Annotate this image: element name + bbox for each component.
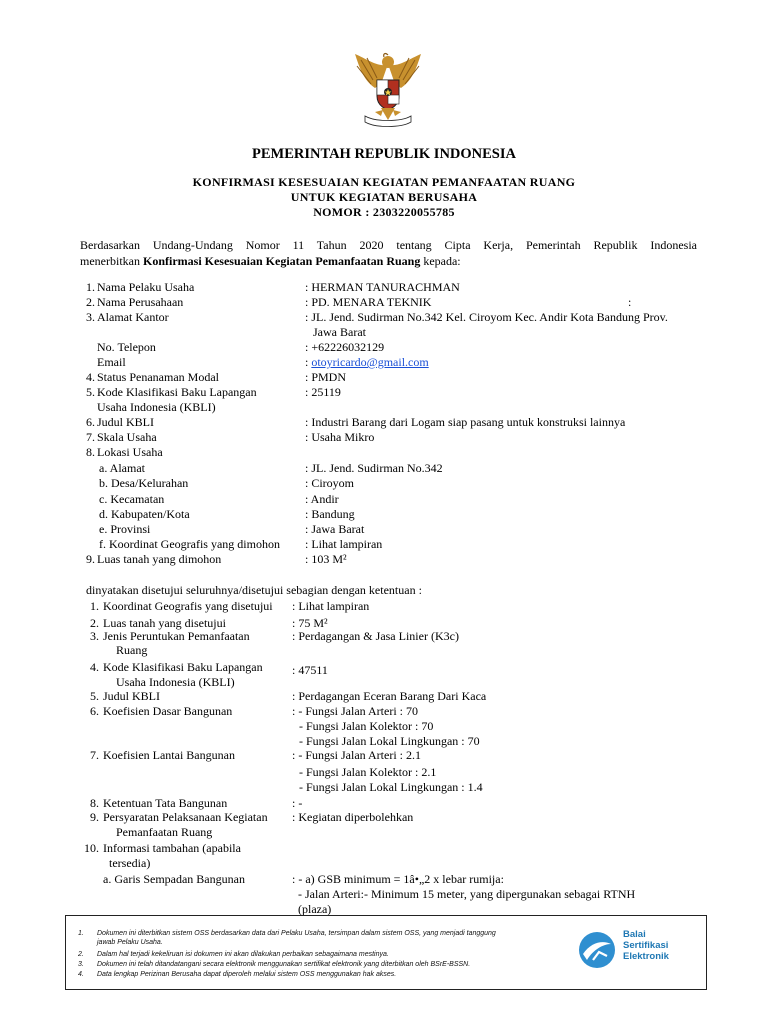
implementation-requirements-label-line-2: Pemanfaatan Ruang	[116, 825, 213, 839]
bsre-text-line-2: Sertifikasi	[623, 940, 669, 951]
email-value	[305, 355, 429, 370]
village-value: : Ciroyom	[305, 476, 355, 490]
footnote-2: Dalam hal terjadi kekeliruan isi dokumen ini akan dilakukan perbaikan sebagaimana mestinya.	[97, 951, 389, 958]
approved-coordinates-value: : Lihat lampiran	[292, 599, 370, 613]
government-title: PEMERINTAH REPUBLIK INDONESIA	[252, 146, 516, 162]
village-label: b. Desa/Kelurahan	[99, 476, 189, 490]
email-link[interactable]: otoyricardo@gmail.com	[311, 355, 429, 369]
additional-info-label: Informasi tambahan (apabila	[103, 841, 241, 855]
item-number: 4.	[90, 660, 99, 674]
document-title-line-1: KONFIRMASI KESESUAIAN KEGIATAN PEMANFAATAN RUANG	[192, 175, 576, 189]
location-address-label: a. Alamat	[99, 461, 145, 475]
footnote-number: 2.	[78, 951, 84, 958]
footnote-number: 1.	[78, 930, 84, 937]
setback-value: : - a) GSB minimum = 1â•„2 x lebar rumija:	[292, 872, 504, 886]
company-name-label: Nama Perusahaan	[97, 295, 184, 309]
office-address-value-line-2: Jawa Barat	[313, 325, 366, 339]
setback-label: a. Garis Sempadan Bangunan	[103, 872, 245, 886]
footnote-3: Dokumen ini telah ditandatangani secara elektronik menggunakan sertifikat elektronik yang diterbitkan oleh BSrE-BSSN.	[97, 961, 471, 968]
footnote-1: Dokumen ini diterbitkan sistem OSS berdasarkan data dari Pelaku Usaha, tersimpan dalam sistem OSS, yang menjadi tanggung	[97, 930, 496, 937]
floor-area-ratio-collector: - Fungsi Jalan Kolektor : 2.1	[299, 765, 437, 779]
province-label: e. Provinsi	[99, 522, 151, 536]
bsre-text-line-1: Balai	[623, 929, 646, 940]
item-number: 8.	[86, 445, 95, 459]
kbli-title-label: Judul KBLI	[97, 415, 154, 429]
item-number: 9.	[90, 810, 99, 824]
phone-label: No. Telepon	[97, 340, 156, 354]
kbli-code-label-line-2: Usaha Indonesia (KBLI)	[97, 400, 216, 414]
building-coverage-arterial: : - Fungsi Jalan Arteri : 70	[292, 704, 418, 718]
applicant-name-label: Nama Pelaku Usaha	[97, 280, 195, 294]
item-number: 2.	[90, 616, 99, 630]
item-number: 4.	[86, 370, 95, 384]
space-use-type-label: Jenis Peruntukan Pemanfaatan	[103, 629, 250, 643]
item-number: 3.	[86, 310, 95, 324]
city-label: d. Kabupaten/Kota	[99, 507, 190, 521]
footnote-number: 3.	[78, 961, 84, 968]
implementation-requirements-label: Persyaratan Pelaksanaan Kegiatan	[103, 810, 268, 824]
item-number: 10.	[84, 841, 99, 855]
email-label: Email	[97, 355, 126, 369]
approved-land-area-value: : 75 M²	[292, 616, 328, 630]
building-coverage-label: Koefisien Dasar Bangunan	[103, 704, 233, 718]
building-coverage-local: - Fungsi Jalan Lokal Lingkungan : 70	[299, 734, 480, 748]
floor-area-ratio-local: - Fungsi Jalan Lokal Lingkungan : 1.4	[299, 780, 483, 794]
approved-kbli-code-label: Kode Klasifikasi Baku Lapangan	[103, 660, 263, 674]
space-use-type-label-line-2: Ruang	[116, 643, 148, 657]
company-name-colon: :	[628, 295, 632, 309]
building-provisions-value: : -	[292, 796, 303, 810]
item-number: 3.	[90, 629, 99, 643]
investment-status-label: Status Penanaman Modal	[97, 370, 219, 384]
approved-kbli-code-value: : 47511	[292, 663, 328, 677]
footnote-4: Data lengkap Perizinan Berusaha dapat diperoleh melalui sistem OSS menggunakan hak akses.	[97, 971, 397, 978]
document-title-line-2: UNTUK KEGIATAN BERUSAHA	[290, 190, 478, 204]
item-number: 8.	[90, 796, 99, 810]
footnote-number: 4.	[78, 971, 84, 978]
intro-line-1: Berdasarkan Undang-Undang Nomor 11 Tahun 2020 tentang Cipta Kerja, Pemerintah Republik Indonesia	[80, 238, 697, 252]
approval-statement: dinyatakan disetujui seluruhnya/disetujui sebagian dengan ketentuan :	[86, 583, 422, 597]
item-number: 2.	[86, 295, 95, 309]
approved-kbli-title-label: Judul KBLI	[103, 689, 160, 703]
kbli-title-value: : Industri Barang dari Logam siap pasang untuk konstruksi lainnya	[305, 415, 626, 429]
item-number: 5.	[90, 689, 99, 703]
approved-coordinates-label: Koordinat Geografis yang disetujui	[103, 599, 273, 613]
email-colon: :	[305, 355, 312, 369]
intro-line-2	[80, 253, 697, 269]
location-address-value: : JL. Jend. Sudirman No.342	[305, 461, 443, 475]
floor-area-ratio-arterial: : - Fungsi Jalan Arteri : 2.1	[292, 748, 421, 762]
garuda-emblem-icon	[351, 50, 425, 130]
district-label: c. Kecamatan	[99, 492, 165, 506]
province-value: : Jawa Barat	[305, 522, 365, 536]
investment-status-value: : PMDN	[305, 370, 347, 384]
business-scale-label: Skala Usaha	[97, 430, 157, 444]
kbli-code-value: : 25119	[305, 385, 341, 399]
intro-bold-text: Konfirmasi Kesesuaian Kegiatan Pemanfaatan Ruang	[142, 254, 421, 268]
phone-value: : +62226032129	[305, 340, 385, 354]
bsre-logo	[577, 926, 697, 976]
company-name-value: : PD. MENARA TEKNIK	[305, 295, 432, 309]
approved-kbli-title-value: : Perdagangan Eceran Barang Dari Kaca	[292, 689, 487, 703]
setback-arterial: - Jalan Arteri:- Minimum 15 meter, yang dipergunakan sebagai RTNH	[298, 887, 636, 901]
district-value: : Andir	[305, 492, 339, 506]
requested-land-area-label: Luas tanah yang dimohon	[97, 552, 222, 566]
item-number: 6.	[86, 415, 95, 429]
setback-arterial-line-2: (plaza)	[298, 902, 332, 916]
city-value: : Bandung	[305, 507, 355, 521]
implementation-requirements-value: : Kegiatan diperbolehkan	[292, 810, 414, 824]
item-number: 7.	[90, 748, 99, 762]
bsre-text-line-3: Elektronik	[623, 951, 669, 962]
intro-text: menerbitkan	[80, 254, 143, 268]
building-provisions-label: Ketentuan Tata Bangunan	[103, 796, 228, 810]
kbli-code-label: Kode Klasifikasi Baku Lapangan	[97, 385, 257, 399]
requested-coordinates-label: f. Koordinat Geografis yang dimohon	[99, 537, 280, 551]
business-location-label: Lokasi Usaha	[97, 445, 163, 459]
item-number: 6.	[90, 704, 99, 718]
building-coverage-collector: - Fungsi Jalan Kolektor : 70	[299, 719, 434, 733]
footer-notes-box	[65, 915, 707, 990]
floor-area-ratio-label: Koefisien Lantai Bangunan	[103, 748, 235, 762]
document-number: NOMOR : 2303220055785	[313, 205, 455, 219]
item-number: 5.	[86, 385, 95, 399]
additional-info-label-line-2: tersedia)	[109, 856, 151, 870]
space-use-type-value: : Perdagangan & Jasa Linier (K3c)	[292, 629, 459, 643]
item-number: 7.	[86, 430, 95, 444]
bsre-logo-icon	[577, 930, 617, 970]
item-number: 1.	[86, 280, 95, 294]
requested-coordinates-value: : Lihat lampiran	[305, 537, 383, 551]
business-scale-value: : Usaha Mikro	[305, 430, 375, 444]
applicant-name-value: : HERMAN TANURACHMAN	[305, 280, 460, 294]
approved-land-area-label: Luas tanah yang disetujui	[103, 616, 226, 630]
approved-kbli-code-label-line-2: Usaha Indonesia (KBLI)	[116, 675, 235, 689]
requested-land-area-value: : 103 M²	[305, 552, 347, 566]
office-address-value: : JL. Jend. Sudirman No.342 Kel. Ciroyom Kec. Andir Kota Bandung Prov.	[305, 310, 668, 324]
office-address-label: Alamat Kantor	[97, 310, 169, 324]
item-number: 9.	[86, 552, 95, 566]
item-number: 1.	[90, 599, 99, 613]
intro-text-end: kepada:	[420, 254, 461, 268]
footnote-1-line-2: jawab Pelaku Usaha.	[97, 939, 163, 946]
